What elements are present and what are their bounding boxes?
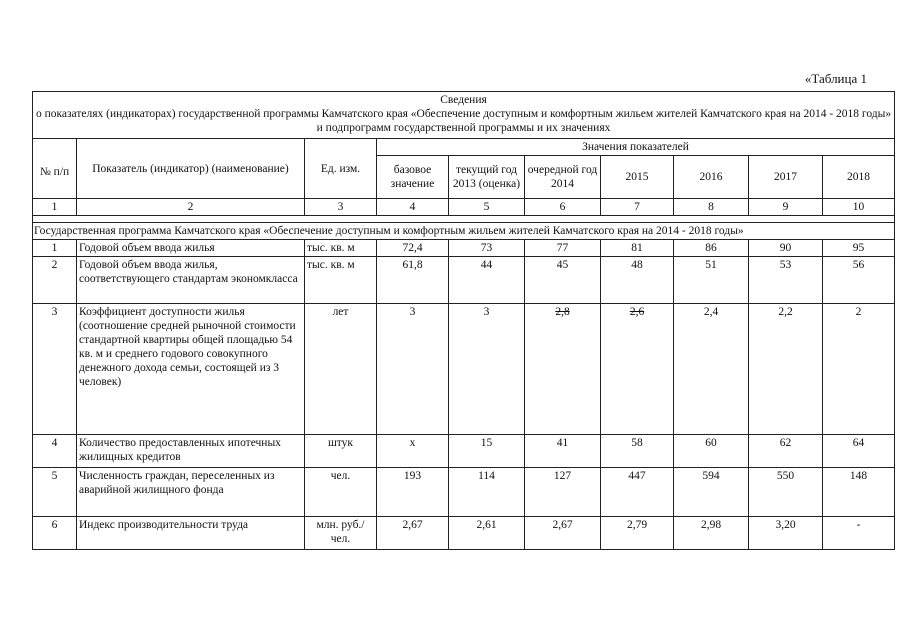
row-2017: 62 <box>749 435 823 468</box>
row-2015: 2,79 <box>601 517 674 550</box>
row-next: 45 <box>525 257 601 304</box>
header-2016: 2016 <box>674 156 749 199</box>
row-2015: 81 <box>601 240 674 257</box>
row-number: 6 <box>33 517 77 550</box>
row-base: 193 <box>377 468 449 517</box>
row-2018: 56 <box>823 257 895 304</box>
row-base: х <box>377 435 449 468</box>
row-next: 77 <box>525 240 601 257</box>
header-num: № п/п <box>33 139 77 199</box>
row-next <box>525 304 601 435</box>
row-base: 2,67 <box>377 517 449 550</box>
row-next: 41 <box>525 435 601 468</box>
row-next: 127 <box>525 468 601 517</box>
table-row <box>33 468 895 517</box>
row-indicator: Количество предоставленных ипотечных жилищных кредитов <box>77 435 305 468</box>
header-unit: Ед. изм. <box>305 139 377 199</box>
col-number: 3 <box>305 199 377 216</box>
row-2018: 95 <box>823 240 895 257</box>
row-2016: 594 <box>674 468 749 517</box>
row-number: 3 <box>33 304 77 435</box>
table-row <box>33 304 895 435</box>
table-row <box>33 240 895 257</box>
col-number: 6 <box>525 199 601 216</box>
row-2016: 51 <box>674 257 749 304</box>
row-unit: тыс. кв. м <box>305 257 377 304</box>
table-row <box>33 257 895 304</box>
row-2016: 2,4 <box>674 304 749 435</box>
row-indicator: Численность граждан, переселенных из аварийной жилищного фонда <box>77 468 305 517</box>
row-base: 61,8 <box>377 257 449 304</box>
row-2017: 550 <box>749 468 823 517</box>
header-2017: 2017 <box>749 156 823 199</box>
row-2016: 60 <box>674 435 749 468</box>
table-title-line2: о показателях (индикаторах) государственной программы Камчатского края «Обеспечение доступным и комфортным жильем жителей Камчатского края на 2014 - 2018 годы» и подпрограмм государственной программы и их значениях <box>35 108 892 134</box>
row-number: 4 <box>33 435 77 468</box>
spacer-cell <box>33 216 895 223</box>
row-next: 2,67 <box>525 517 601 550</box>
row-indicator: Годовой объем ввода жилья <box>77 240 305 257</box>
row-2018: 148 <box>823 468 895 517</box>
row-2016: 86 <box>674 240 749 257</box>
table-title-row <box>33 92 895 139</box>
row-next-value: 2,8 <box>555 306 570 318</box>
row-2016: 2,98 <box>674 517 749 550</box>
row-2015: 48 <box>601 257 674 304</box>
row-indicator: Индекс производительности труда <box>77 517 305 550</box>
row-number: 1 <box>33 240 77 257</box>
table-row <box>33 435 895 468</box>
row-indicator: Годовой объем ввода жилья, соответствующего стандартам экономкласса <box>77 257 305 304</box>
col-number: 4 <box>377 199 449 216</box>
row-2017: 2,2 <box>749 304 823 435</box>
row-base: 3 <box>377 304 449 435</box>
indicators-table <box>32 91 895 550</box>
header-row-1 <box>33 139 895 156</box>
program-title: Государственная программа Камчатского края «Обеспечение доступным и комфортным жильем жителей Камчатского края на 2014 - 2018 годы» <box>33 223 895 240</box>
header-2015: 2015 <box>601 156 674 199</box>
col-number: 5 <box>449 199 525 216</box>
row-unit: млн. руб./чел. <box>305 517 377 550</box>
row-2017: 90 <box>749 240 823 257</box>
row-2017: 3,20 <box>749 517 823 550</box>
table-label: «Таблица 1 <box>804 71 867 86</box>
header-values-group: Значения показателей <box>377 139 895 156</box>
row-2015: 58 <box>601 435 674 468</box>
header-indicator: Показатель (индикатор) (наименование) <box>77 139 305 199</box>
column-numbers-row <box>33 199 895 216</box>
row-2015 <box>601 304 674 435</box>
row-current: 73 <box>449 240 525 257</box>
header-base: базовое значение <box>377 156 449 199</box>
row-number: 2 <box>33 257 77 304</box>
col-number: 1 <box>33 199 77 216</box>
row-current: 44 <box>449 257 525 304</box>
row-unit: штук <box>305 435 377 468</box>
row-2018: 2 <box>823 304 895 435</box>
col-number: 9 <box>749 199 823 216</box>
table-title-line1: Сведения <box>440 94 487 106</box>
table-row <box>33 517 895 550</box>
col-number: 8 <box>674 199 749 216</box>
row-base: 72,4 <box>377 240 449 257</box>
col-number: 2 <box>77 199 305 216</box>
spacer-row <box>33 216 895 223</box>
header-current: текущий год 2013 (оценка) <box>449 156 525 199</box>
row-2018: - <box>823 517 895 550</box>
row-unit: лет <box>305 304 377 435</box>
table-title-cell <box>33 92 895 139</box>
row-indicator: Коэффициент доступности жилья (соотношение средней рыночной стоимости стандартной квартиры общей площадью 54 кв. м и среднего годового совокупного денежного дохода семьи, состоящей из 3 человек) <box>77 304 305 435</box>
row-current: 2,61 <box>449 517 525 550</box>
row-current: 15 <box>449 435 525 468</box>
row-current: 114 <box>449 468 525 517</box>
row-2015-value: 2,6 <box>629 306 645 318</box>
row-number: 5 <box>33 468 77 517</box>
col-number: 7 <box>601 199 674 216</box>
row-2015: 447 <box>601 468 674 517</box>
col-number: 10 <box>823 199 895 216</box>
program-title-row <box>33 223 895 240</box>
header-2018: 2018 <box>823 156 895 199</box>
row-unit: чел. <box>305 468 377 517</box>
row-current: 3 <box>449 304 525 435</box>
row-2018: 64 <box>823 435 895 468</box>
row-unit: тыс. кв. м <box>305 240 377 257</box>
row-2017: 53 <box>749 257 823 304</box>
header-next: очередной год 2014 <box>525 156 601 199</box>
